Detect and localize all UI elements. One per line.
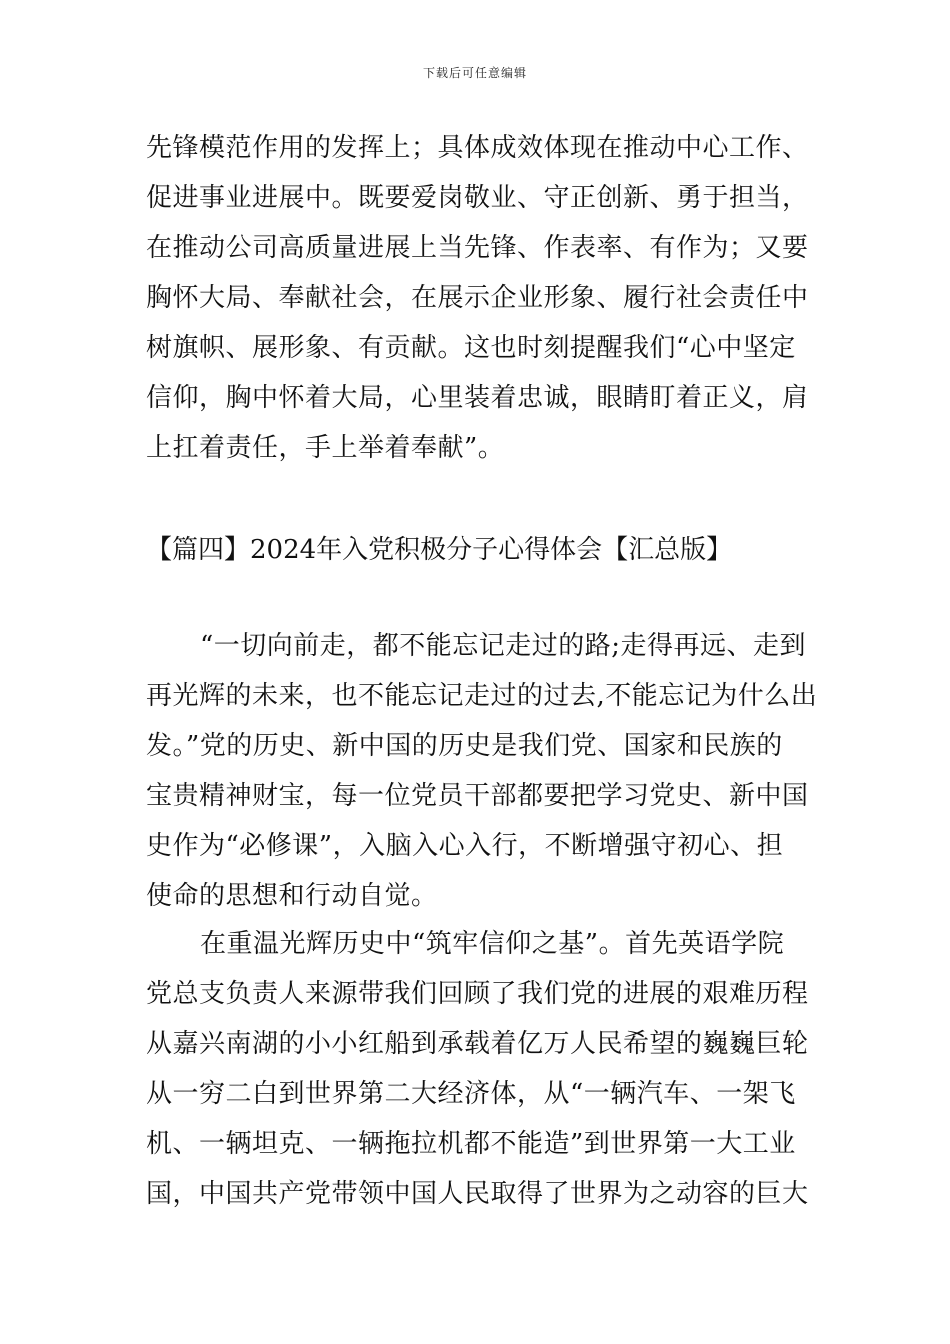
text-line: 机、一辆坦克、一辆拖拉机都不能造”到世界第一大工业: [146, 1129, 796, 1159]
paragraph-quote: [146, 621, 818, 921]
text-line: 先锋模范作用的发挥上；具体成效体现在推动中心工作、: [146, 133, 809, 163]
text-line: 上扛着责任，手上举着奉献”。: [146, 433, 505, 463]
text-line: 党总支负责人来源带我们回顾了我们党的进展的艰难历程: [146, 979, 809, 1009]
text-line: “一切向前走，都不能忘记走过的路;走得再远、走到: [200, 631, 807, 661]
text-line: 国，中国共产党带领中国人民取得了世界为之动容的巨大: [146, 1179, 809, 1209]
text-line: 从一穷二白到世界第二大经济体，从“一辆汽车、一架飞: [146, 1079, 796, 1109]
text-line: 胸怀大局、奉献社会，在展示企业形象、履行社会责任中: [146, 283, 809, 313]
text-line: 树旗帜、展形象、有贡献。这也时刻提醒我们“心中坚定: [146, 333, 796, 363]
text-line: 从嘉兴南湖的小小红船到承载着亿万人民希望的巍巍巨轮: [146, 1029, 809, 1059]
text-line: 在重温光辉历史中“筑牢信仰之基”。首先英语学院: [200, 929, 785, 959]
paragraph-continuation: [146, 123, 810, 473]
text-line: 促进事业进展中。既要爱岗敬业、守正创新、勇于担当，: [146, 183, 809, 213]
text-line: 宝贵精神财宝，每一位党员干部都要把学习党史、新中国: [146, 781, 809, 811]
text-line: 发。”党的历史、新中国的历史是我们党、国家和民族的: [146, 731, 783, 761]
text-line: 史作为“必修课”，入脑入心入行，不断增强守初心、担: [146, 831, 784, 861]
page-header-note: 下载后可任意编辑: [422, 66, 527, 80]
paragraph-history: [146, 919, 810, 1219]
text-line: 在推动公司高质量进展上当先锋、作表率、有作为；又要: [146, 233, 809, 263]
text-line: 再光辉的未来，也不能忘记走过的过去,不能忘记为什么出: [146, 681, 818, 711]
text-line: 使命的思想和行动自觉。: [146, 881, 438, 911]
section-heading: 【篇四】2024年入党积极分子心得体会【汇总版】: [146, 535, 733, 565]
text-line: 信仰，胸中怀着大局，心里装着忠诚，眼睛盯着正义，肩: [146, 383, 809, 413]
